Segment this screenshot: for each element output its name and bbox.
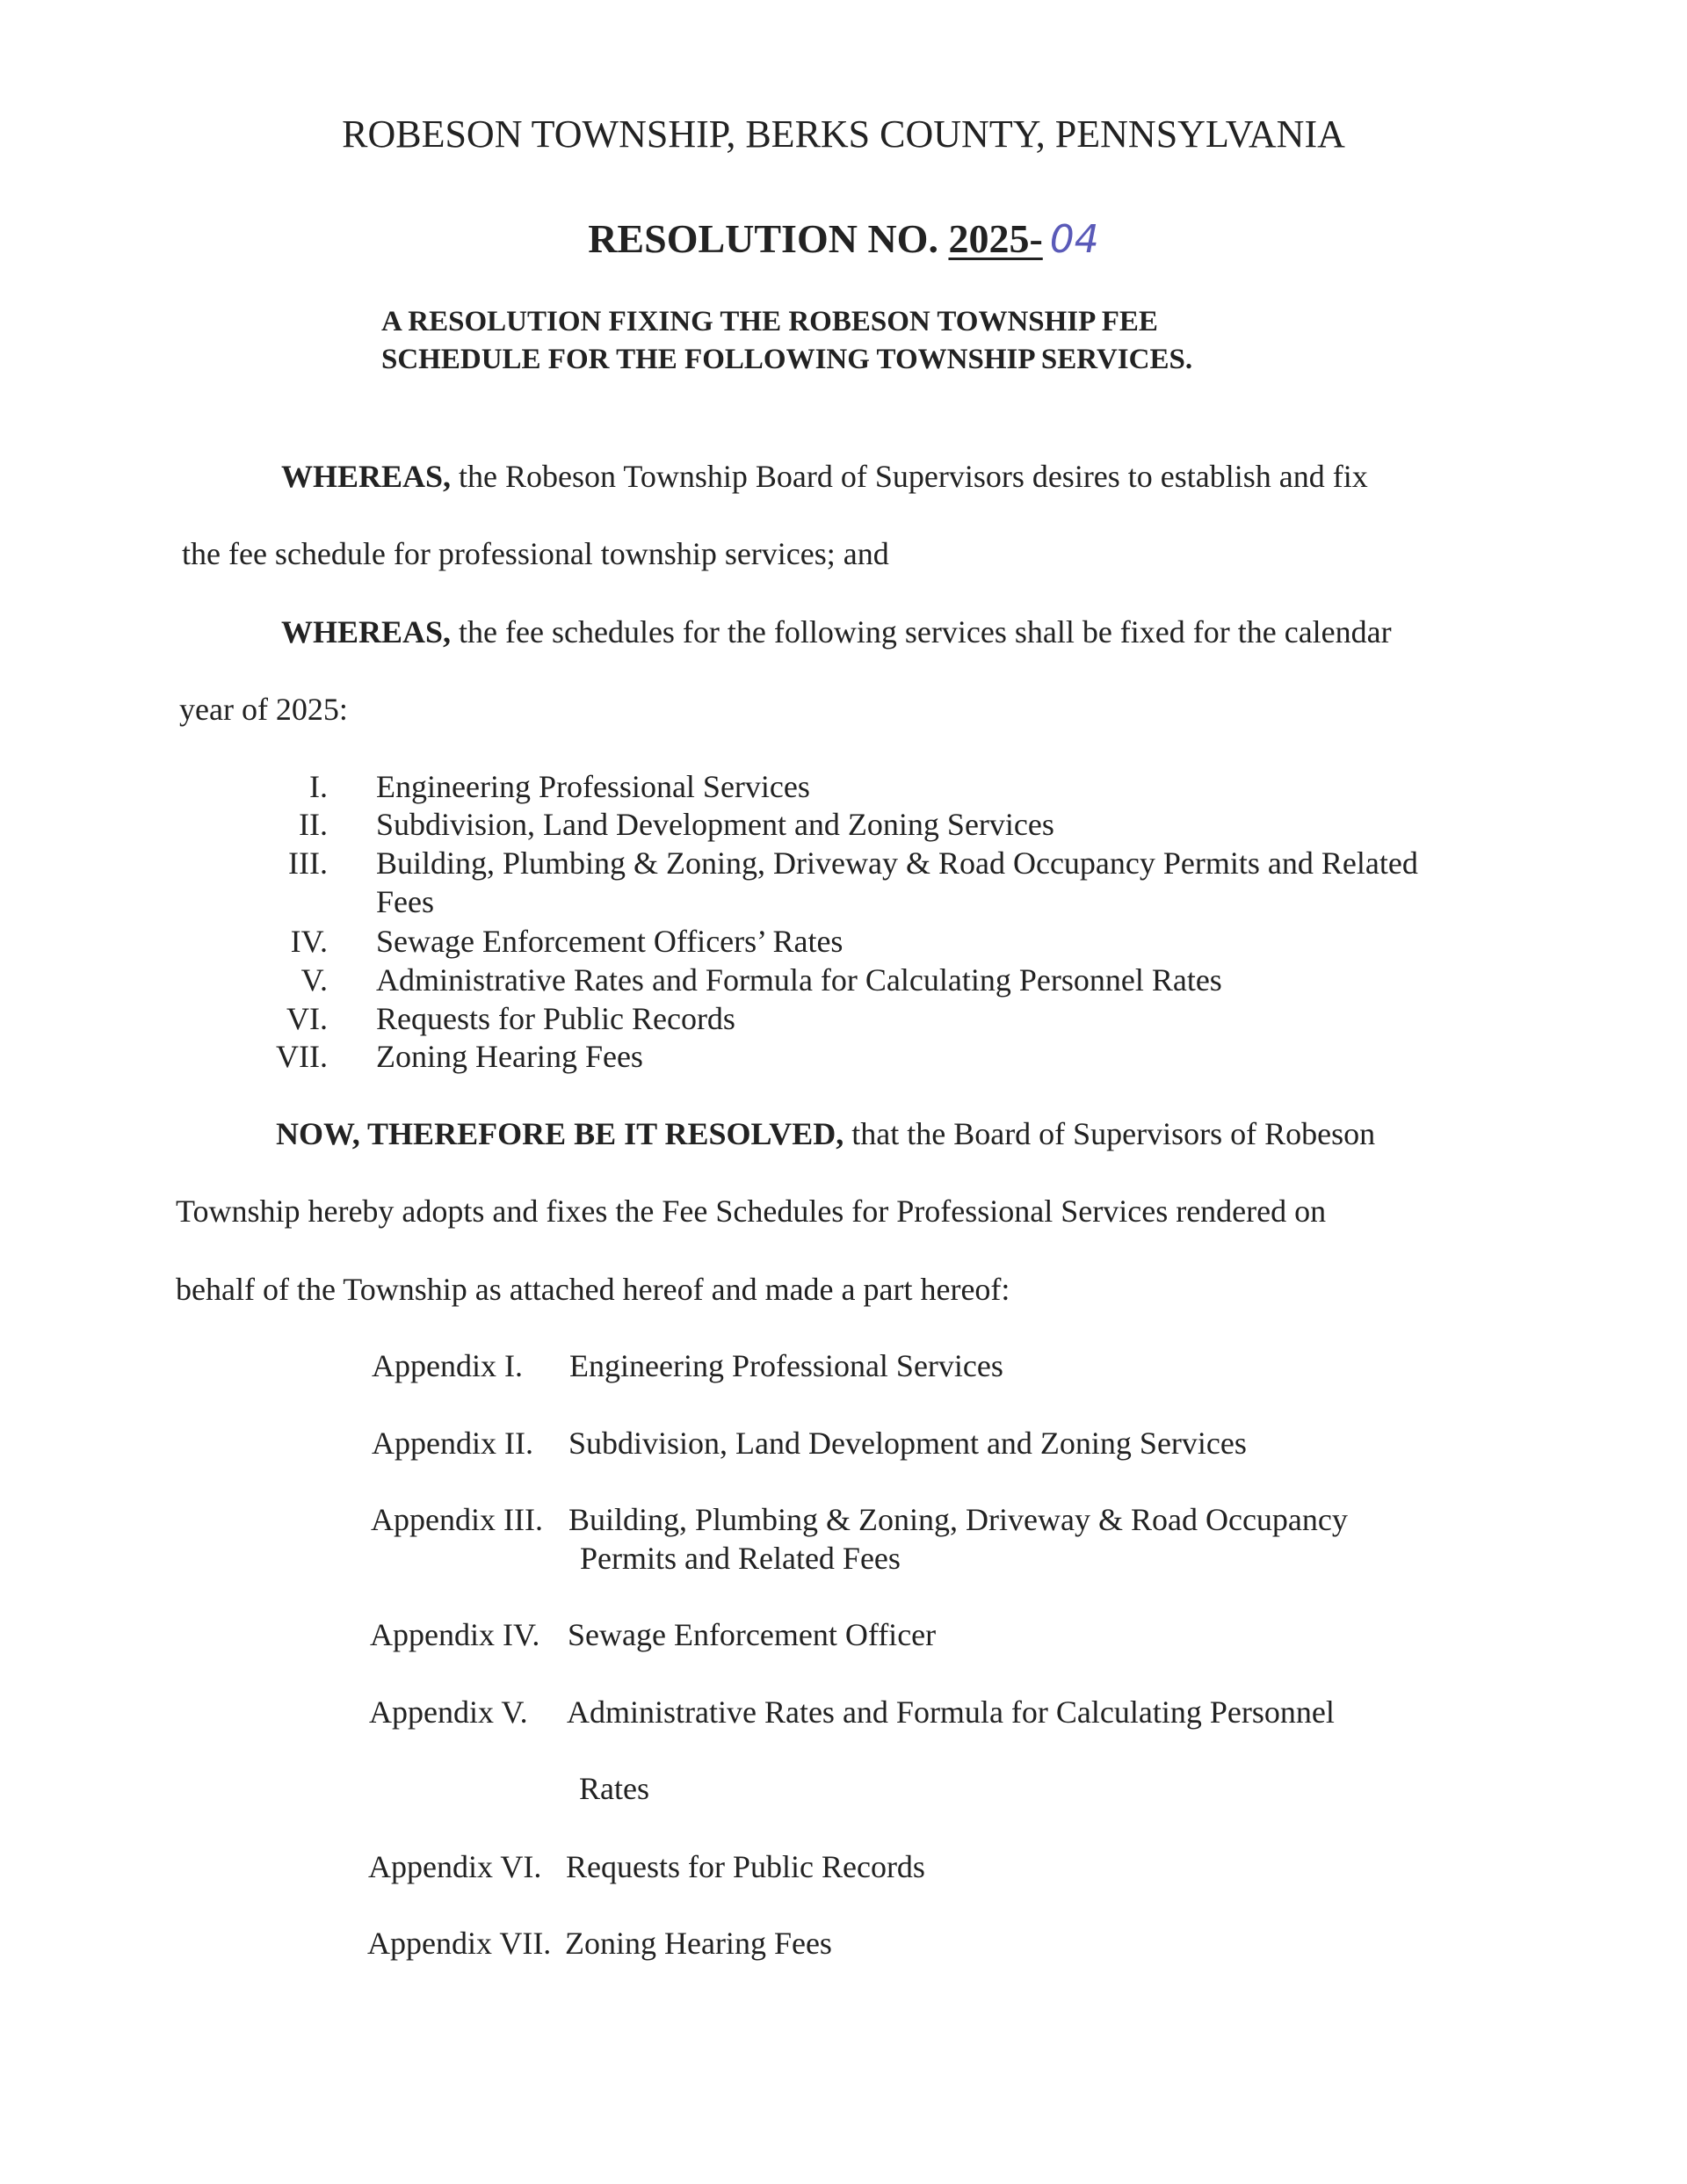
item-text: Subdivision, Land Development and Zoning Services [376,807,1054,842]
appendix-text: Engineering Professional Services [569,1348,1003,1383]
appendix-continuation: Permits and Related Fees [580,1541,901,1576]
appendix-text: Subdivision, Land Development and Zoning Services [568,1426,1247,1461]
appendix-label: Appendix VI. [368,1849,542,1884]
subtitle-line-1: A RESOLUTION FIXING THE ROBESON TOWNSHIP FEE [381,306,1158,337]
appendix-text: Sewage Enforcement Officer [568,1617,937,1652]
item-text: Engineering Professional Services [376,769,810,804]
resolution-year: 2025- [948,216,1043,261]
resolved-text: that the Board of Supervisors of Robeson [844,1116,1376,1151]
whereas-lead: WHEREAS, [281,459,452,494]
whereas-text: the fee schedules for the following services shall be fixed for the calendar [451,614,1392,649]
appendix-text: Requests for Public Records [566,1849,925,1884]
item-number: V. [300,962,328,998]
item-text: Building, Plumbing & Zoning, Driveway & Road Occupancy Permits and Related [376,845,1418,881]
appendix-text: Zoning Hearing Fees [565,1926,832,1961]
resolution-label: RESOLUTION NO. [588,216,938,261]
whereas-2-line-2: year of 2025: [179,692,348,727]
item-number: VI. [286,1001,328,1036]
resolved-line-1 [276,1114,1375,1153]
appendix-text: Administrative Rates and Formula for Calculating Personnel [567,1694,1335,1730]
whereas-1-line-2: the fee schedule for professional township services; and [182,536,889,571]
item-text: Zoning Hearing Fees [376,1039,643,1074]
appendix-label: Appendix I. [372,1348,523,1383]
whereas-text: the Robeson Township Board of Supervisors desires to establish and fix [451,459,1368,494]
item-number: VII. [276,1039,328,1074]
resolution-title [0,214,1687,265]
whereas-1-line-1 [281,457,1368,496]
handwritten-resolution-number: 04 [1049,217,1099,262]
item-number: II. [299,807,328,842]
appendix-label: Appendix V. [369,1694,528,1730]
appendix-label: Appendix II. [372,1426,533,1461]
item-number: IV. [290,924,328,959]
resolved-lead: NOW, THEREFORE BE IT RESOLVED, [276,1116,844,1151]
resolved-line-2: Township hereby adopts and fixes the Fee Schedules for Professional Services rendered on [176,1194,1327,1229]
appendix-text: Building, Plumbing & Zoning, Driveway & Road Occupancy [568,1502,1348,1537]
whereas-2-line-1 [281,613,1392,651]
appendix-label: Appendix III. [371,1502,543,1537]
municipality-heading: ROBESON TOWNSHIP, BERKS COUNTY, PENNSYLVANIA [342,112,1345,156]
item-text: Requests for Public Records [376,1001,735,1036]
resolved-line-3: behalf of the Township as attached hereof and made a part hereof: [176,1272,1010,1307]
appendix-continuation: Rates [579,1771,649,1806]
item-number: III. [288,845,328,881]
item-text: Administrative Rates and Formula for Calculating Personnel Rates [376,962,1222,998]
list-item-continuation: Fees [376,884,434,919]
item-number: I. [309,769,328,804]
appendix-label: Appendix VII. [367,1926,552,1961]
subtitle-line-2: SCHEDULE FOR THE FOLLOWING TOWNSHIP SERVICES. [381,344,1193,375]
whereas-lead: WHEREAS, [281,614,452,649]
item-text: Sewage Enforcement Officers’ Rates [376,924,844,959]
appendix-label: Appendix IV. [370,1617,540,1652]
